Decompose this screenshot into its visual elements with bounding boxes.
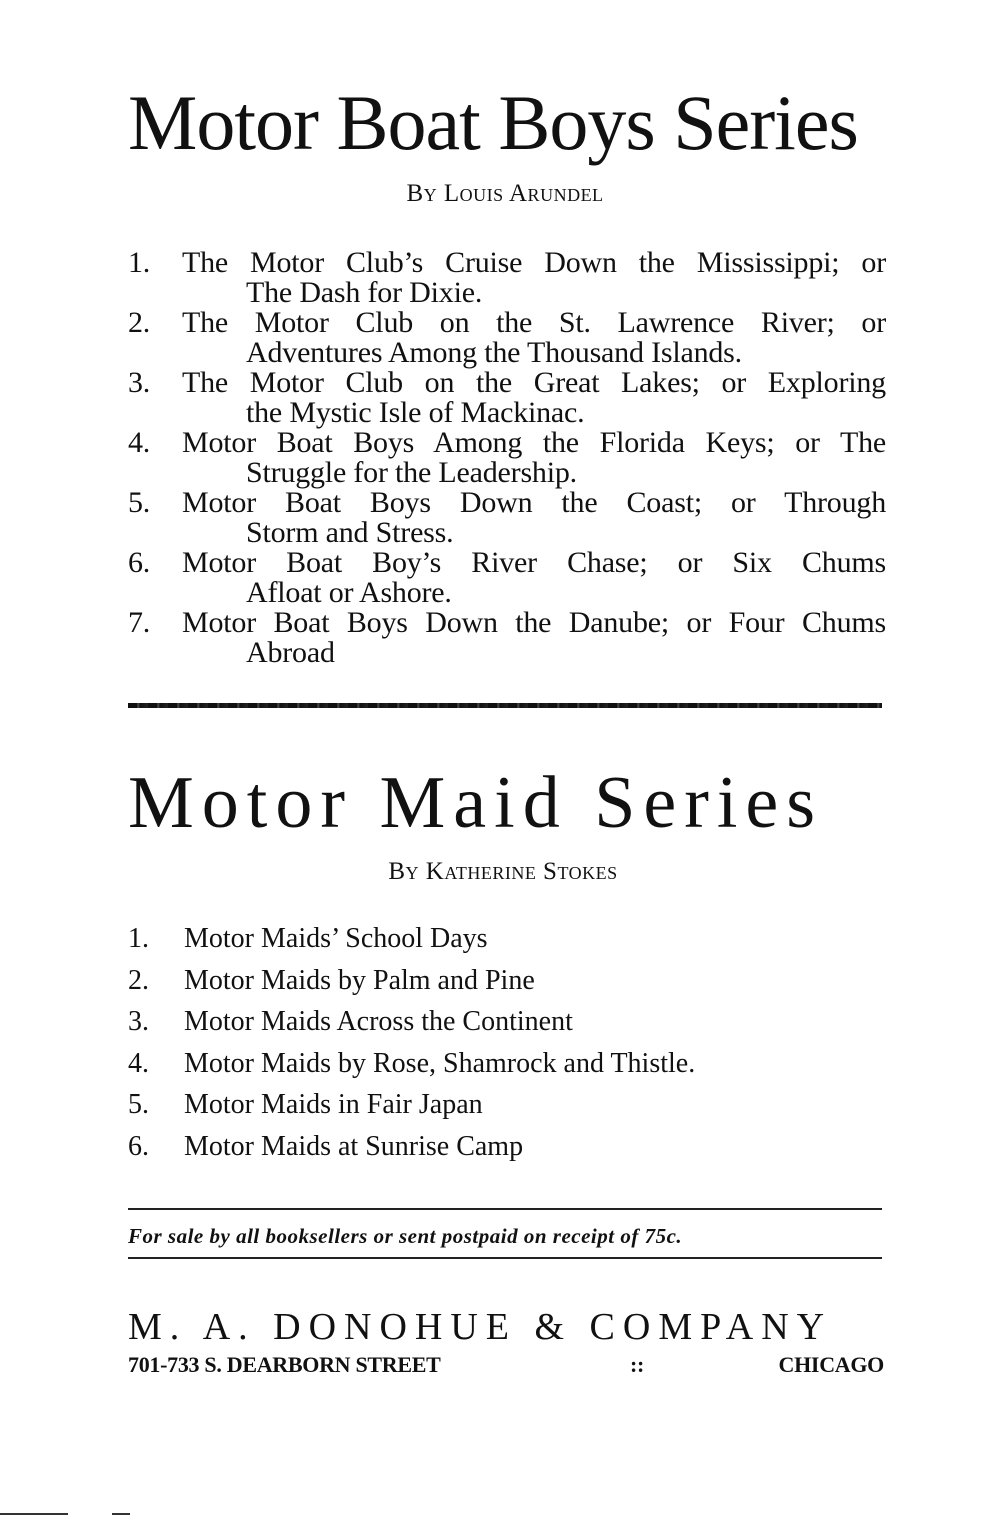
page-edge-mark bbox=[112, 1513, 130, 1515]
book-title-line-1: Motor Boat Boys Down the Coast; or Through bbox=[182, 486, 886, 519]
list-item bbox=[128, 548, 886, 608]
motor-boat-boys-author: By Louis Arundel bbox=[406, 180, 604, 207]
list-item bbox=[128, 1001, 868, 1043]
book-title: Motor Maids by Rose, Shamrock and Thistle. bbox=[184, 1047, 696, 1079]
list-item bbox=[128, 608, 886, 668]
item-number: 5. bbox=[128, 486, 151, 519]
publisher-street: 701-733 S. DEARBORN STREET bbox=[128, 1352, 441, 1377]
publisher-name: M. A. DONOHUE & COMPANY bbox=[128, 1306, 833, 1348]
list-item bbox=[128, 918, 868, 960]
book-title: Motor Maids by Palm and Pine bbox=[184, 964, 535, 996]
item-number: 2. bbox=[128, 306, 151, 339]
book-title: Motor Maids Across the Continent bbox=[184, 1006, 573, 1037]
book-title-line-2: Afloat or Ashore. bbox=[246, 576, 452, 609]
section-divider bbox=[128, 703, 882, 708]
motor-boat-boys-series-title: Motor Boat Boys Series bbox=[128, 79, 858, 166]
publisher-city: CHICAGO bbox=[778, 1352, 884, 1377]
item-number: 6. bbox=[128, 1130, 149, 1162]
item-number: 1. bbox=[128, 923, 149, 954]
book-title-line-1: The Motor Club’s Cruise Down the Mississippi; or bbox=[182, 246, 886, 279]
sale-notice: For sale by all booksellers or sent postpaid on receipt of 75c. bbox=[128, 1224, 683, 1248]
list-item bbox=[128, 960, 868, 1002]
book-title-line-2: Abroad bbox=[246, 636, 335, 669]
item-number: 3. bbox=[128, 1006, 149, 1037]
address-separator: :: bbox=[630, 1352, 645, 1377]
list-item bbox=[128, 368, 886, 428]
motor-maid-book-list bbox=[128, 918, 868, 1167]
book-title-line-1: Motor Boat Boys Among the Florida Keys; or The bbox=[182, 426, 886, 459]
list-item bbox=[128, 428, 886, 488]
book-title: Motor Maids in Fair Japan bbox=[184, 1089, 483, 1120]
item-number: 6. bbox=[128, 546, 151, 579]
item-number: 5. bbox=[128, 1089, 149, 1120]
item-number: 3. bbox=[128, 366, 151, 399]
list-item bbox=[128, 308, 886, 368]
book-title-line-1: The Motor Club on the Great Lakes; or Exploring bbox=[182, 366, 886, 399]
page-edge-mark bbox=[0, 1513, 68, 1515]
list-item bbox=[128, 1126, 868, 1168]
list-item bbox=[128, 488, 886, 548]
book-title-line-1: Motor Boat Boys Down the Danube; or Four Chums bbox=[182, 606, 886, 639]
book-title-line-2: Struggle for the Leadership. bbox=[246, 456, 577, 489]
motor-maid-author: By Katherine Stokes bbox=[388, 858, 618, 885]
item-number: 2. bbox=[128, 964, 149, 996]
item-number: 4. bbox=[128, 426, 151, 459]
item-number: 4. bbox=[128, 1047, 149, 1079]
book-title-line-2: the Mystic Isle of Mackinac. bbox=[246, 396, 585, 429]
book-title-line-2: Adventures Among the Thousand Islands. bbox=[246, 336, 742, 369]
list-item bbox=[128, 1084, 868, 1126]
book-title: Motor Maids’ School Days bbox=[184, 923, 488, 954]
motor-maid-series-title: Motor Maid Series bbox=[128, 762, 824, 844]
item-number: 7. bbox=[128, 606, 151, 639]
item-number: 1. bbox=[128, 246, 151, 279]
list-item bbox=[128, 1043, 868, 1085]
motor-boat-boys-book-list bbox=[128, 248, 886, 668]
notice-top-rule bbox=[128, 1208, 882, 1210]
book-title-line-2: The Dash for Dixie. bbox=[246, 276, 483, 309]
book-title-line-1: The Motor Club on the St. Lawrence River; or bbox=[182, 306, 886, 339]
notice-bottom-rule bbox=[128, 1257, 882, 1259]
book-title-line-2: Storm and Stress. bbox=[246, 516, 454, 549]
publisher-address bbox=[128, 1350, 884, 1380]
book-title-line-1: Motor Boat Boy’s River Chase; or Six Chums bbox=[182, 546, 886, 579]
book-title: Motor Maids at Sunrise Camp bbox=[184, 1130, 524, 1162]
list-item bbox=[128, 248, 886, 308]
